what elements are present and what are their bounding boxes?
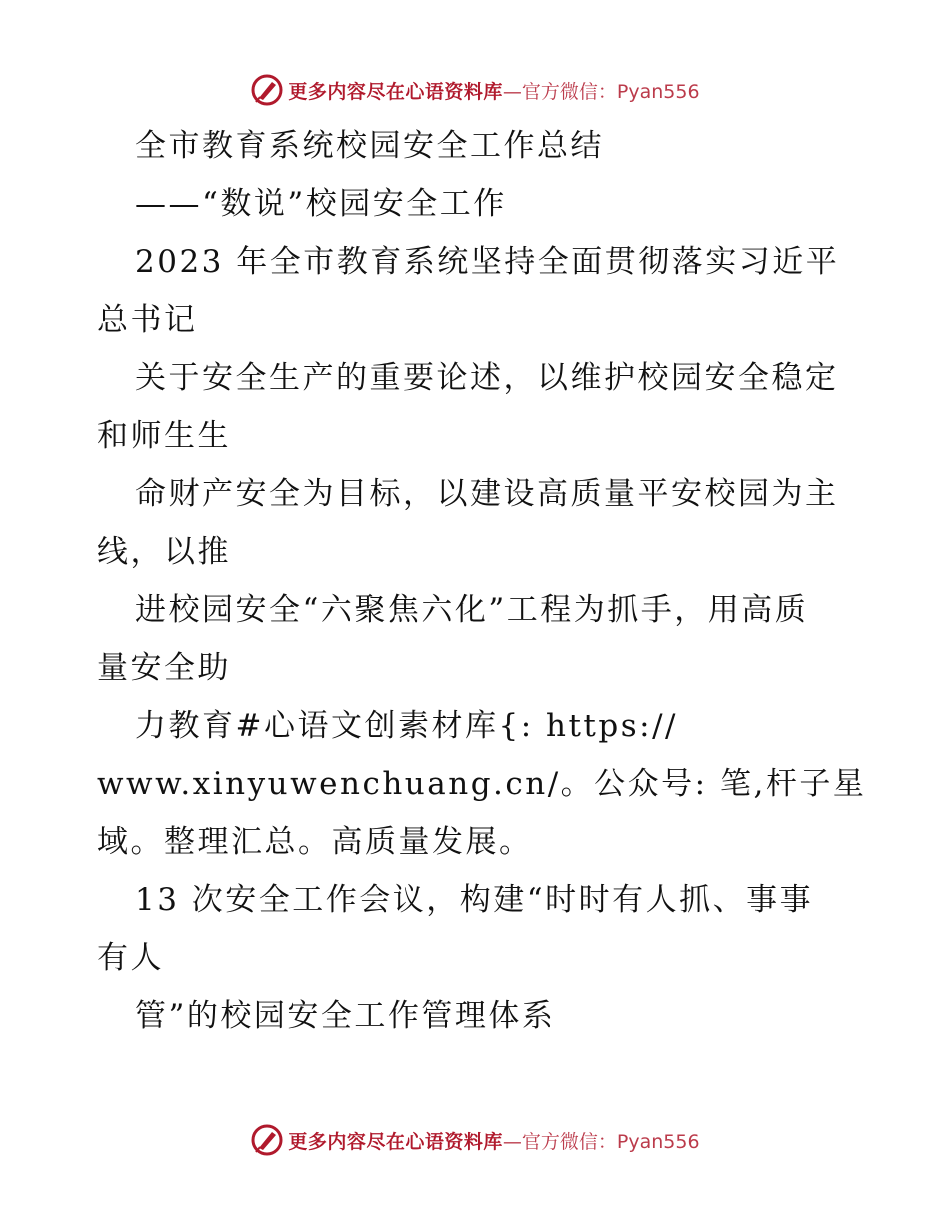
- text-line: 命财产安全为目标，以建设高质量平安校园为主: [135, 476, 839, 512]
- banner-main-text: 更多内容尽在心语资料库: [288, 1130, 503, 1153]
- quill-logo-icon: [250, 1123, 284, 1157]
- text-line: 2023 年全市教育系统坚持全面贯彻落实习近平: [135, 244, 840, 280]
- text-line: 总书记: [97, 302, 198, 338]
- text-line: 力教育#心语文创素材库{: https://: [135, 708, 678, 744]
- text-line: 和师生生: [97, 418, 231, 454]
- text-line: 线，以推: [97, 534, 231, 570]
- document-body: [97, 117, 877, 1045]
- text-line: 进校园安全“六聚焦六化”工程为抓手，用高质: [135, 592, 809, 628]
- text-line: 管”的校园安全工作管理体系: [135, 998, 556, 1034]
- banner-wechat-text: —官方微信：Pyan556: [502, 80, 700, 103]
- text-line: 13 次安全工作会议，构建“时时有人抓、事事: [135, 882, 814, 918]
- banner-main-text: 更多内容尽在心语资料库: [288, 80, 503, 103]
- text-line: 量安全助: [97, 650, 231, 686]
- text-line: www.xinyuwenchuang.cn/。公众号: 笔,杆子星: [97, 766, 867, 802]
- banner-wechat-text: —官方微信：Pyan556: [502, 1130, 700, 1153]
- header-banner[interactable]: [0, 70, 950, 110]
- footer-banner[interactable]: [0, 1120, 950, 1160]
- text-line: 全市教育系统校园安全工作总结: [135, 128, 604, 164]
- text-line: 域。整理汇总。高质量发展。: [97, 824, 533, 860]
- text-line: ——“数说”校园安全工作: [135, 186, 507, 222]
- quill-logo-icon: [250, 73, 284, 107]
- text-line: 有人: [97, 940, 164, 976]
- text-line: 关于安全生产的重要论述，以维护校园安全稳定: [135, 360, 839, 396]
